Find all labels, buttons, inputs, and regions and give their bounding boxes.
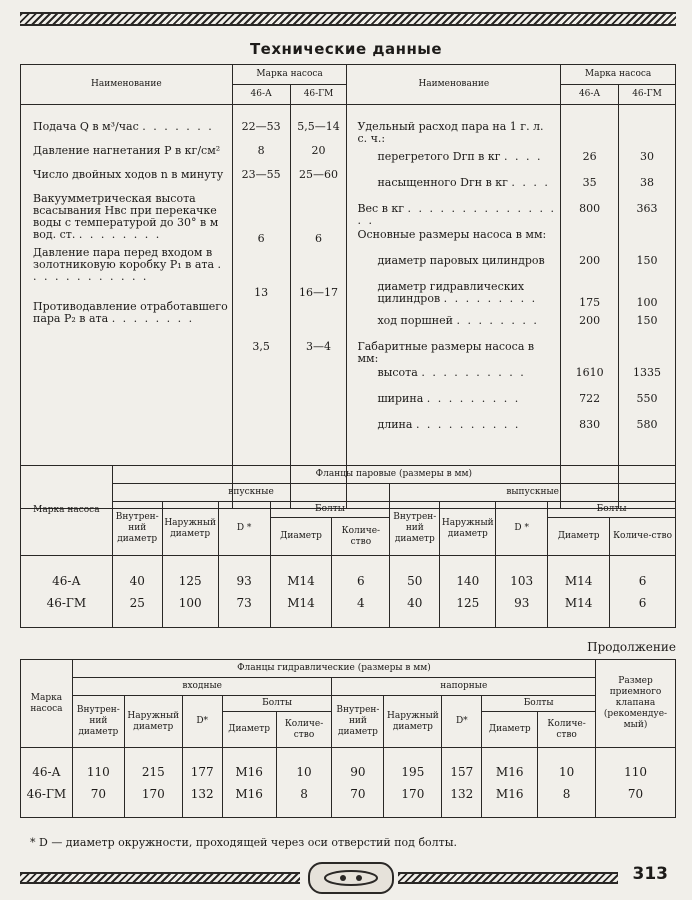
spec-label: диаметр паровых цилиндров (377, 254, 545, 267)
flange-value: 6 (638, 595, 647, 610)
pump-model: 46-А (52, 573, 81, 588)
flange-value: 10 (296, 764, 312, 779)
spec-label: диаметр гидравлических цилиндров (377, 280, 525, 305)
flange-value: М16 (235, 764, 263, 779)
leader-dots: . . . . . . . . (456, 314, 539, 327)
flange-value: 10 (558, 764, 575, 779)
value-cell (124, 748, 182, 818)
value-cell (112, 556, 162, 628)
hydraulic-flanges-table (20, 659, 676, 818)
spec-value-a (561, 121, 618, 151)
spec-value-gm: 30 (640, 150, 655, 163)
footnote: * D — диаметр окружности, проходящей через оси отверстий под болты. (30, 836, 458, 849)
header-model-gm-right: 46-ГМ (619, 85, 676, 105)
spec-value-gm: 363 (636, 202, 658, 215)
t2-header-outer: Наружный диаметр (162, 502, 218, 556)
flange-value: М16 (495, 786, 524, 801)
t2-header-brand: Марка насоса (21, 466, 113, 556)
leader-dots: . . . . . . . . . (426, 392, 521, 405)
publisher-emblem-icon (308, 862, 394, 894)
footer-ornament-left (20, 872, 300, 884)
flange-value: 140 (456, 573, 480, 588)
leader-dots: . . . . . . . . (78, 228, 162, 241)
spec-value-a (561, 229, 618, 255)
spec-label: ширина (377, 392, 424, 405)
spec-value-a: 1610 (575, 366, 604, 379)
spec-label: Основные размеры насоса в мм: (357, 228, 547, 241)
flange-value: 170 (141, 786, 165, 801)
flange-value: М14 (564, 573, 593, 588)
flange-value: 70 (627, 786, 644, 801)
spec-value-gm: 1335 (633, 366, 662, 379)
flange-value: 103 (510, 573, 534, 588)
page-number: 313 (632, 864, 668, 884)
right-descriptions (347, 105, 561, 509)
spec-row-right (357, 121, 556, 151)
leader-dots: . . . . . . . . (111, 312, 195, 325)
spec-label: высота (377, 366, 418, 379)
value-cell (496, 556, 548, 628)
flange-value: 8 (562, 786, 571, 801)
spec-value-gm: 25—60 (299, 168, 339, 181)
flange-value: М16 (495, 764, 524, 779)
spec-value-gm (619, 121, 675, 151)
header-brand: Марка насоса (232, 65, 347, 85)
steam-flanges-table (20, 465, 676, 628)
spec-row-right (357, 419, 556, 445)
spec-value-a: 6 (257, 232, 265, 245)
flange-value: М14 (564, 595, 593, 610)
header-name: Наименование (21, 65, 233, 105)
leader-dots: . . . . . . . . . . . . (33, 258, 224, 283)
value-cell (72, 748, 124, 818)
spec-value-a: 22—53 (241, 120, 281, 133)
left-values-gm (290, 105, 347, 509)
t2-header-bolts-out: Болты (548, 502, 676, 518)
flange-value: 125 (456, 595, 480, 610)
flange-value: 70 (90, 786, 106, 801)
spec-row-left (33, 121, 228, 145)
flange-value: 100 (178, 595, 202, 610)
t3-header-inner: Внутрен-ний диаметр (72, 696, 124, 748)
flange-value: 6 (638, 573, 647, 588)
spec-value-gm: 150 (636, 254, 658, 267)
t3-header-bolt-diam: Диаметр (222, 712, 276, 748)
t3-header-valve: Размер приемного клапана (рекомендуе-мый) (596, 660, 676, 748)
spec-value-a: 8 (257, 144, 265, 157)
t2-header-inner-out: Внутрен-ний диаметр (390, 502, 440, 556)
flange-value: 8 (300, 786, 308, 801)
value-cell (162, 556, 218, 628)
flange-value: 170 (401, 786, 425, 801)
value-cell (218, 556, 270, 628)
spec-row-right (357, 281, 556, 315)
t3-header-bolts: Болты (222, 696, 332, 712)
page-title: Технические данные (249, 40, 443, 58)
flange-value: 157 (450, 764, 474, 779)
spec-label: Давление пара перед входом в золотниковую коробку P₁ в ата (33, 246, 215, 271)
t3-header-outlet: напорные (332, 678, 596, 696)
value-cell (332, 556, 390, 628)
spec-row-right (357, 341, 556, 367)
t3-header-brand: Марка насоса (21, 660, 73, 748)
spec-row-left (33, 145, 228, 169)
value-cell (390, 556, 440, 628)
t2-header-main: Фланцы паровые (размеры в мм) (112, 466, 675, 484)
right-values-a (561, 105, 619, 509)
flange-value: 50 (407, 573, 423, 588)
spec-value-gm: 20 (311, 144, 326, 157)
spec-row-right (357, 229, 556, 255)
spec-label: Удельный расход пара на 1 г. л. с. ч.: (357, 120, 544, 145)
flange-value: М16 (235, 786, 263, 801)
t3-header-outer: Наружный диаметр (124, 696, 182, 748)
spec-label: Число двойных ходов n в минуту (33, 168, 224, 181)
spec-row-right (357, 203, 556, 229)
pump-model: 46-ГМ (26, 786, 67, 801)
flange-value: М14 (287, 573, 315, 588)
spec-value-gm: 550 (636, 392, 658, 405)
brand-cell (21, 556, 113, 628)
flange-value: 70 (350, 786, 366, 801)
leader-dots: . . . . . . . . . (443, 292, 538, 305)
left-values-a (232, 105, 290, 509)
t2-header-inner: Внутрен-ний диаметр (112, 502, 162, 556)
pump-model: 46-А (32, 764, 61, 779)
spec-value-gm: 16—17 (299, 286, 339, 299)
flange-value: 73 (236, 595, 252, 610)
spec-row-left (33, 301, 228, 355)
spec-value-a (561, 341, 618, 367)
spec-value-a: 23—55 (241, 168, 281, 181)
page-footer (20, 862, 676, 890)
flange-value: 125 (178, 573, 202, 588)
flange-value: 195 (401, 764, 425, 779)
flange-value: 6 (357, 573, 365, 588)
spec-label: Давление нагнетания P в кг/см² (33, 144, 221, 157)
flange-value: 177 (190, 764, 214, 779)
flange-value: 90 (350, 764, 366, 779)
spec-label: Подача Q в м³/час (33, 120, 139, 133)
t2-header-D-out: D * (496, 502, 548, 556)
brand-cell (21, 748, 73, 818)
value-cell (610, 556, 676, 628)
spec-value-a: 200 (579, 314, 601, 327)
header-model-a-right: 46-А (561, 85, 619, 105)
spec-row-left (33, 169, 228, 193)
right-values-gm (619, 105, 676, 509)
value-cell (596, 748, 676, 818)
spec-row-right (357, 367, 556, 393)
t3-header-main: Фланцы гидравлические (размеры в мм) (72, 660, 595, 678)
t3-header-inlet: входные (72, 678, 332, 696)
spec-value-gm: 100 (636, 296, 658, 309)
continuation-label: Продолжение (587, 640, 676, 654)
header-name-right: Наименование (347, 65, 561, 105)
leader-dots: . . . . . . . . . . (415, 418, 521, 431)
flange-value: 25 (129, 595, 145, 610)
value-cell (482, 748, 538, 818)
spec-label: ход поршней (377, 314, 453, 327)
spec-value-a: 200 (579, 254, 601, 267)
flange-value: 110 (624, 764, 647, 779)
left-descriptions (21, 105, 233, 509)
spec-value-gm: 580 (636, 418, 658, 431)
t3-header-outer-out: Наружный диаметр (384, 696, 442, 748)
flange-value: 215 (141, 764, 165, 779)
spec-value-gm: 38 (640, 176, 655, 189)
t2-header-bolt-qty-out: Количе-ство (610, 518, 676, 556)
spec-value-a: 35 (582, 176, 597, 189)
spec-label: Габаритные размеры насоса в мм: (357, 340, 535, 365)
spec-value-a: 26 (582, 150, 597, 163)
spec-value-gm (619, 229, 675, 255)
spec-row-left (33, 193, 228, 247)
spec-value-gm: 150 (636, 314, 658, 327)
spec-value-a: 13 (254, 286, 269, 299)
flange-value: 132 (190, 786, 214, 801)
spec-value-a: 830 (579, 418, 601, 431)
value-cell (332, 748, 384, 818)
flange-value: 4 (357, 595, 365, 610)
value-cell (276, 748, 332, 818)
t2-header-bolt-qty: Количе-ство (332, 518, 390, 556)
flange-value: 93 (514, 595, 530, 610)
value-cell (548, 556, 610, 628)
t3-header-D-out: D* (442, 696, 482, 748)
value-cell (442, 748, 482, 818)
leader-dots: . . . . . . . (142, 120, 214, 133)
spec-value-a: 800 (579, 202, 601, 215)
flange-value: 132 (450, 786, 474, 801)
t2-header-bolts: Болты (270, 502, 390, 518)
value-cell (182, 748, 222, 818)
leader-dots: . . . . (511, 176, 550, 189)
t2-header-bolt-diam-out: Диаметр (548, 518, 610, 556)
t3-header-bolt-qty-out: Количе-ство (538, 712, 596, 748)
spec-value-gm: 6 (315, 232, 323, 245)
spec-value-a: 722 (579, 392, 601, 405)
spec-label: Вес в кг (357, 202, 405, 215)
spec-value-a: 3,5 (252, 340, 270, 353)
value-cell (270, 556, 332, 628)
spec-value-a: 175 (579, 296, 601, 309)
spec-label: Вакуумметрическая высота всасывания Hвс при перекачке воды с температурой до 30° в м вод. ст. (33, 192, 219, 241)
t2-header-D: D * (218, 502, 270, 556)
header-brand-right: Марка насоса (561, 65, 676, 85)
t3-header-D: D* (182, 696, 222, 748)
leader-dots: . . . . . . . . . . . . . . . . (357, 202, 556, 227)
value-cell (222, 748, 276, 818)
t3-header-bolt-qty: Количе-ство (276, 712, 332, 748)
spec-row-right (357, 151, 556, 177)
flange-value: 93 (236, 573, 252, 588)
spec-label: перегретого Dгп в кг (377, 150, 501, 163)
spec-row-right (357, 315, 556, 341)
spec-label: Противодавление отработавшего пара P₂ в ата (33, 300, 228, 325)
value-cell (538, 748, 596, 818)
t2-header-outlet: выпускные (390, 484, 676, 502)
leader-dots: . . . . (504, 150, 543, 163)
pump-model: 46-ГМ (46, 595, 87, 610)
spec-row-right (357, 177, 556, 203)
spec-table (20, 64, 676, 509)
value-cell (384, 748, 442, 818)
spec-value-gm: 5,5—14 (297, 120, 340, 133)
spec-value-gm: 3—4 (306, 340, 332, 353)
value-cell (440, 556, 496, 628)
header-model-gm: 46-ГМ (290, 85, 347, 105)
spec-value-gm (619, 341, 675, 367)
flange-value: 40 (129, 573, 145, 588)
spec-row-right (357, 255, 556, 281)
spec-row-right (357, 393, 556, 419)
flange-value: 110 (86, 764, 110, 779)
t3-header-bolts-out: Болты (482, 696, 596, 712)
t3-header-inner-out: Внутрен-ний диаметр (332, 696, 384, 748)
header-ornament (20, 12, 676, 26)
t2-header-bolt-diam: Диаметр (270, 518, 332, 556)
t2-header-outer-out: Наружный диаметр (440, 502, 496, 556)
header-model-a: 46-А (232, 85, 290, 105)
spec-label: длина (377, 418, 413, 431)
t3-header-bolt-diam-out: Диаметр (482, 712, 538, 748)
t2-header-inlet: впускные (112, 484, 390, 502)
footer-ornament-right (398, 872, 618, 884)
leader-dots: . . . . . . . . . . (421, 366, 526, 379)
flange-value: 40 (407, 595, 423, 610)
flange-value: М14 (287, 595, 315, 610)
spec-label: насыщенного Dгн в кг (377, 176, 508, 189)
spec-row-left (33, 247, 228, 301)
